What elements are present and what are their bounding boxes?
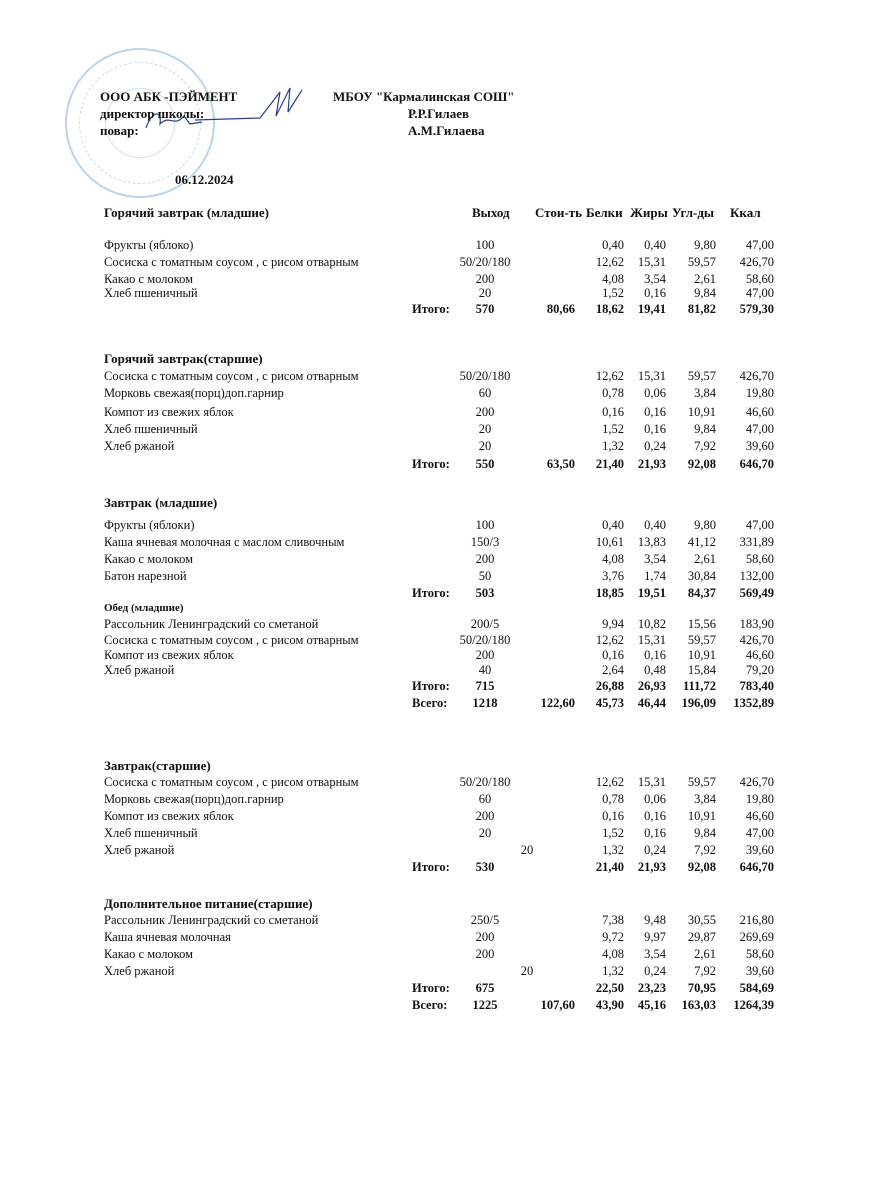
menu-row: Сосиска с томатным соусом , с рисом отварным 50/20/180 12,62 15,31 59,57 426,70 [104,255,774,269]
subtotal-row: Итого: 503 18,85 19,51 84,37 569,49 [412,586,774,600]
subtotal-row: Итого: 570 80,66 18,62 19,41 81,82 579,30 [412,302,774,316]
company-name: ООО АБК -ПЭЙМЕНТ [100,89,238,104]
cook-name: А.М.Гилаева [408,123,485,138]
subtotal-row: Итого: 675 22,50 23,23 70,95 584,69 [412,981,774,995]
menu-row: Рассольник Ленинградский со сметаной 250/5 7,38 9,48 30,55 216,80 [104,913,774,927]
column-output: Выход [472,205,510,220]
menu-row: Каша ячневая молочная с маслом сливочным 150/3 10,61 13,83 41,12 331,89 [104,535,774,549]
cook-label: повар: [100,123,139,138]
menu-row: Фрукты (яблоки) 100 0,40 0,40 9,80 47,00 [104,518,774,532]
total-row: Всего: 1225 107,60 43,90 45,16 163,03 1264,39 [412,998,774,1012]
section-title: Дополнительное питание(старшие) [104,896,313,911]
column-carbs: Угл-ды [672,205,715,220]
menu-row: Хлеб пшеничный 20 1,52 0,16 9,84 47,00 [104,286,774,300]
menu-row: Рассольник Ленинградский со сметаной 200/5 9,94 10,82 15,56 183,90 [104,617,774,631]
menu-row: Сосиска с томатным соусом , с рисом отварным 50/20/180 12,62 15,31 59,57 426,70 [104,369,774,383]
menu-row: Сосиска с томатным соусом , с рисом отварным 50/20/180 12,62 15,31 59,57 426,70 [104,633,774,647]
menu-row: Какао с молоком 200 4,08 3,54 2,61 58,60 [104,272,774,286]
director-label: директор школы: [100,106,205,121]
section-title: Горячий завтрак (младшие) [104,205,270,220]
menu-row: Хлеб ржаной 20 1,32 0,24 7,92 39,60 [104,964,774,978]
menu-row: Какао с молоком 200 4,08 3,54 2,61 58,60 [104,947,774,961]
menu-row: Компот из свежих яблок 200 0,16 0,16 10,91 46,60 [104,809,774,823]
menu-row: Хлеб ржаной 40 2,64 0,48 15,84 79,20 [104,663,774,677]
director-name: Р.Р.Гилаев [408,106,469,121]
subtotal-row: Итого: 530 21,40 21,93 92,08 646,70 [412,860,774,874]
menu-row: Компот из свежих яблок 200 0,16 0,16 10,91 46,60 [104,405,774,419]
menu-row: Каша ячневая молочная 200 9,72 9,97 29,87 269,69 [104,930,774,944]
menu-row: Хлеб пшеничный 20 1,52 0,16 9,84 47,00 [104,422,774,436]
menu-row: Фрукты (яблоко) 100 0,40 0,40 9,80 47,00 [104,238,774,252]
subtotal-row: Итого: 715 26,88 26,93 111,72 783,40 [412,679,774,693]
subtotal-row: Итого: 550 63,50 21,40 21,93 92,08 646,70 [412,457,774,471]
column-fats: Жиры [630,205,668,220]
menu-row: Сосиска с томатным соусом , с рисом отварным 50/20/180 12,62 15,31 59,57 426,70 [104,775,774,789]
section-title: Горячий завтрак(старшие) [104,351,263,366]
menu-row: Компот из свежих яблок 200 0,16 0,16 10,91 46,60 [104,648,774,662]
column-cost: Стои-ть [535,205,583,220]
menu-row: Хлеб ржаной 20 1,32 0,24 7,92 39,60 [104,843,774,857]
column-proteins: Белки [586,205,623,220]
section-title: Обед (младшие) [104,602,184,614]
menu-row: Хлеб пшеничный 20 1,52 0,16 9,84 47,00 [104,826,774,840]
menu-row: Батон нарезной 50 3,76 1,74 30,84 132,00 [104,569,774,583]
menu-row: Какао с молоком 200 4,08 3,54 2,61 58,60 [104,552,774,566]
section-title: Завтрак(старшие) [104,758,211,773]
menu-row: Хлеб ржаной 20 1,32 0,24 7,92 39,60 [104,439,774,453]
total-row: Всего: 1218 122,60 45,73 46,44 196,09 1352,89 [412,696,774,710]
column-kcal: Ккал [730,205,761,220]
menu-date: 06.12.2024 [175,172,234,187]
menu-row: Морковь свежая(порц)доп.гарнир 60 0,78 0,06 3,84 19,80 [104,792,774,806]
section-title: Завтрак (младшие) [104,495,218,510]
menu-row: Морковь свежая(порц)доп.гарнир 60 0,78 0,06 3,84 19,80 [104,386,774,400]
school-name: МБОУ "Кармалинская СОШ" [333,89,515,104]
